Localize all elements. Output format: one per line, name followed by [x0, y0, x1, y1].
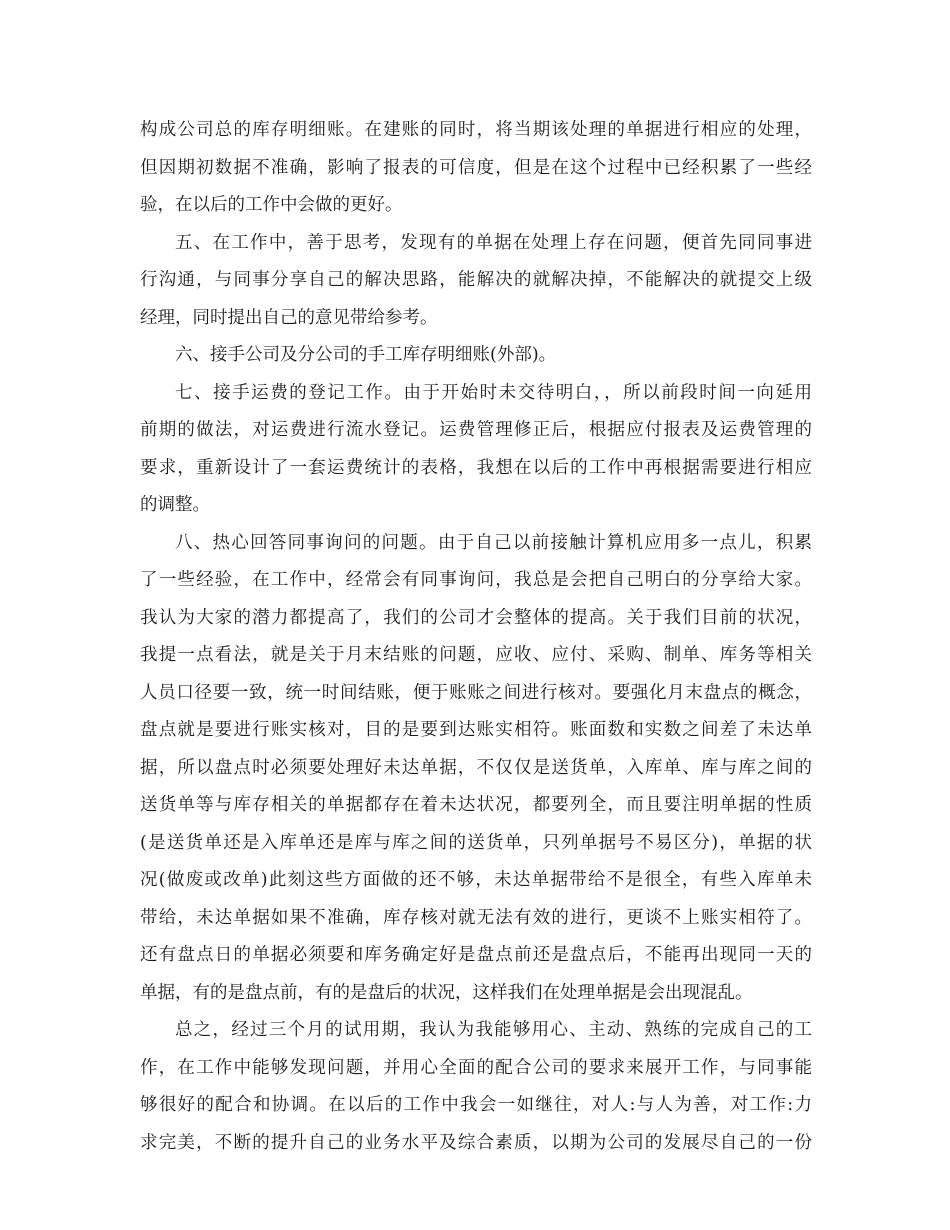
text-line: 经理，同时提出自己的意见带给参考。: [140, 307, 438, 328]
text-line: 够很好的配合和协调。在以后的工作中我会一如继往，对人:与人为善，对工作:力: [140, 1095, 812, 1115]
text-line: (是送货单还是入库单还是库与库之间的送货单，只列单据号不易区分)，单据的状: [140, 832, 812, 853]
text-line: 带给，未达单据如果不准确，库存核对就无法有效的进行，更谈不上账实相符了。: [140, 907, 812, 928]
text-line: 要求，重新设计了一套运费统计的表格，我想在以后的工作中再根据需要进行相应: [140, 457, 812, 478]
text-line: 我认为大家的潜力都提高了，我们的公司才会整体的提高。关于我们目前的状况，: [140, 607, 812, 628]
text-line: 验，在以后的工作中会做的更好。: [140, 195, 403, 215]
text-line: 了一些经验，在工作中，经常会有同事询问，我总是会把自己明白的分享给大家。: [140, 570, 812, 590]
text-line: 构成公司总的库存明细账。在建账的同时，将当期该处理的单据进行相应的处理，: [140, 120, 812, 140]
text-line: 求完美，不断的提升自己的业务水平及综合素质，以期为公司的发展尽自己的一份: [140, 1132, 812, 1153]
text-line: 六、接手公司及分公司的手工库存明细账(外部)。: [175, 345, 557, 365]
document-body: [140, 112, 812, 1162]
text-line: 前期的做法，对运费进行流水登记。运费管理修正后，根据应付报表及运费管理的: [140, 420, 812, 440]
text-line: 总之，经过三个月的试用期，我认为我能够用心、主动、熟练的完成自己的工: [175, 1020, 812, 1040]
text-line: 还有盘点日的单据必须要和库务确定好是盘点前还是盘点后，不能再出现同一天的: [140, 945, 812, 965]
text-line: 人员口径要一致，统一时间结账，便于账账之间进行核对。要强化月末盘点的概念，: [140, 682, 812, 703]
text-line: 七、接手运费的登记工作。由于开始时未交待明白，，所以前段时间一向延用: [175, 382, 812, 403]
text-line: 行沟通，与同事分享自己的解决思路，能解决的就解决掉，不能解决的就提交上级: [140, 270, 812, 290]
text-line: 据，所以盘点时必须要处理好未达单据，不仅仅是送货单，入库单、库与库之间的: [140, 757, 812, 778]
text-line: 的调整。: [140, 495, 210, 515]
text-line: 我提一点看法，就是关于月末结账的问题，应收、应付、采购、制单、库务等相关: [140, 645, 812, 665]
text-line: 作，在工作中能够发现问题，并用心全面的配合公司的要求来展开工作，与同事能: [140, 1057, 812, 1078]
text-line: 单据，有的是盘点前，有的是盘后的状况，这样我们在处理单据是会出现混乱。: [140, 982, 753, 1003]
text-line: 五、在工作中，善于思考，发现有的单据在处理上存在问题，便首先同同事进: [175, 232, 812, 253]
text-line: 盘点就是要进行账实核对，目的是要到达账实相符。账面数和实数之间差了未达单: [140, 720, 812, 740]
text-line: 八、热心回答同事询问的问题。由于自己以前接触计算机应用多一点儿，积累: [175, 532, 812, 553]
text-line: 送货单等与库存相关的单据都存在着未达状况，都要列全，而且要注明单据的性质: [140, 795, 812, 815]
text-line: 况(做废或改单)此刻这些方面做的还不够，未达单据带给不是很全，有些入库单未: [140, 870, 812, 890]
text-line: 但因期初数据不准确，影响了报表的可信度，但是在这个过程中已经积累了一些经: [140, 157, 812, 178]
